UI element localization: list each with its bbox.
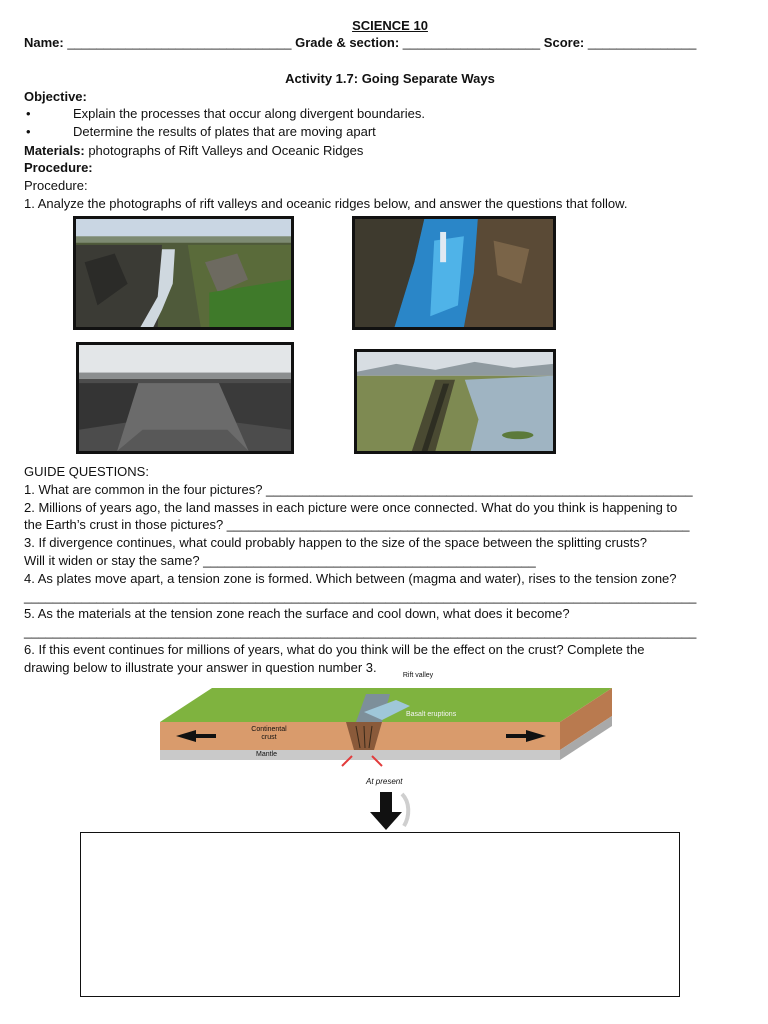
guide-question-6: 6. If this event continues for millions of years, what do you think will be the effect on the crust? Complete the bbox=[24, 642, 645, 657]
procedure-label-repeat: Procedure: bbox=[24, 178, 88, 193]
guide-question-6-cont: drawing below to illustrate your answer in question number 3. bbox=[24, 660, 377, 675]
guide-heading: GUIDE QUESTIONS: bbox=[24, 464, 149, 479]
guide-question-1: 1. What are common in the four pictures? ___________________________________________________________ bbox=[24, 482, 693, 497]
photo-rift-valley-river bbox=[73, 216, 294, 330]
grade-field[interactable]: ___________________ bbox=[402, 35, 541, 50]
photo-underwater-fissure bbox=[352, 216, 556, 330]
rift-diagram bbox=[160, 672, 612, 768]
guide-question-2-cont: the Earth’s crust in those pictures? ________________________________________________________________ bbox=[24, 517, 690, 532]
basalt-label: Basalt eruptions bbox=[406, 711, 457, 718]
name-field[interactable]: _______________________________ bbox=[67, 35, 292, 50]
photo-rift-road bbox=[76, 342, 294, 454]
crust-label: Continental crust bbox=[251, 726, 287, 741]
drawing-answer-box[interactable] bbox=[80, 832, 680, 997]
materials-text: photographs of Rift Valleys and Oceanic Ridges bbox=[88, 143, 364, 158]
objective-bullet-2: Determine the results of plates that are moving apart bbox=[73, 124, 376, 139]
materials-line bbox=[24, 143, 363, 158]
grade-label: Grade & section: bbox=[295, 35, 400, 50]
mantle-label: Mantle bbox=[256, 751, 278, 758]
objective-label: Objective: bbox=[24, 89, 87, 104]
guide-question-3: 3. If divergence continues, what could probably happen to the size of the space between the splitting crusts? bbox=[24, 535, 647, 550]
objective-bullet-1: Explain the processes that occur along divergent boundaries. bbox=[73, 106, 425, 121]
photo-aerial-rift bbox=[354, 349, 556, 454]
bullet-icon: • bbox=[26, 106, 31, 121]
guide-question-5: 5. As the materials at the tension zone reach the surface and cool down, what does it become? bbox=[24, 606, 570, 621]
rift-valley-label: Rift valley bbox=[402, 672, 434, 679]
subject-title: SCIENCE 10 bbox=[352, 18, 428, 33]
guide-question-2: 2. Millions of years ago, the land masses in each picture were once connected. What do you think is happening to bbox=[24, 500, 678, 515]
at-present-label: At present bbox=[366, 777, 403, 786]
answer-line-4: _____________________________________________________________________________________________ bbox=[24, 589, 697, 604]
guide-question-4: 4. As plates move apart, a tension zone is formed. Which between (magma and water), rises to the tension zone? bbox=[24, 571, 677, 586]
instruction-text: 1. Analyze the photographs of rift valleys and oceanic ridges below, and answer the questions that follow. bbox=[24, 196, 628, 211]
student-info-row bbox=[24, 35, 696, 50]
activity-title: Activity 1.7: Going Separate Ways bbox=[285, 71, 495, 86]
bullet-icon: • bbox=[26, 124, 31, 139]
answer-line-5: _____________________________________________________________________________________________ bbox=[24, 624, 697, 639]
guide-question-3-cont: Will it widen or stay the same? ______________________________________________ bbox=[24, 553, 536, 568]
score-label: Score: bbox=[543, 35, 585, 50]
score-field[interactable]: _______________ bbox=[587, 35, 697, 50]
materials-label: Materials: bbox=[24, 143, 85, 158]
down-arrow-icon bbox=[364, 788, 412, 834]
name-label: Name: bbox=[24, 35, 64, 50]
procedure-label: Procedure: bbox=[24, 160, 93, 175]
